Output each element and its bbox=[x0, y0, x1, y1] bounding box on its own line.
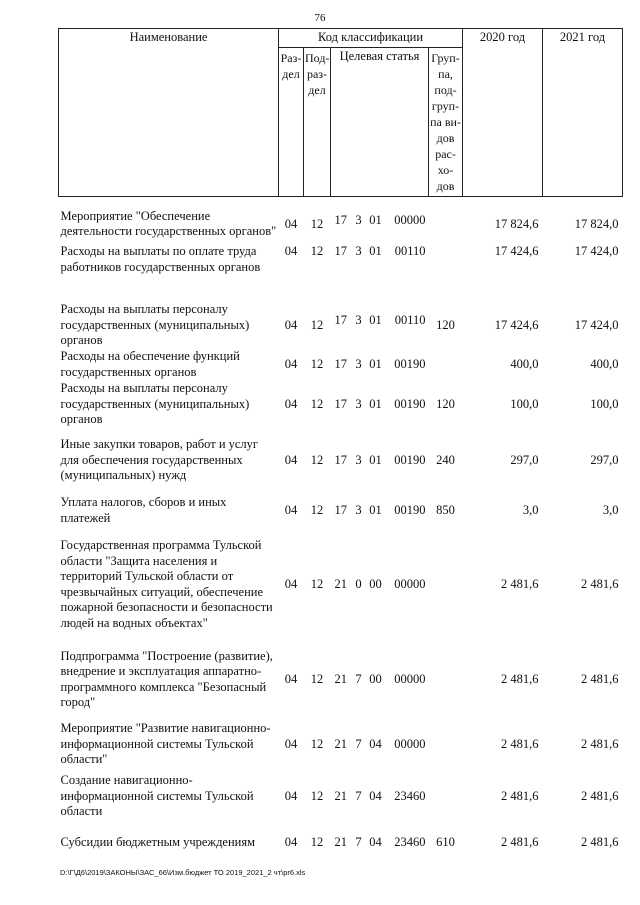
row-celevaya-statya bbox=[331, 771, 429, 823]
table-row bbox=[59, 381, 623, 429]
row-podrazdel: 12 bbox=[310, 576, 324, 591]
cs-event: 01 bbox=[369, 396, 382, 411]
row-celevaya-statya bbox=[331, 493, 429, 529]
row-celevaya-statya bbox=[331, 292, 429, 349]
header-razdel: Раз- дел bbox=[279, 47, 304, 196]
row-razdel: 04 bbox=[284, 317, 298, 332]
cs-subprogram: 7 bbox=[355, 736, 362, 751]
row-amount-2021: 3,0 bbox=[602, 502, 619, 517]
row-name: Мероприятие "Развитие навигационно-информационной системы Тульской области" bbox=[60, 721, 271, 767]
row-amount-2021: 2 481,6 bbox=[581, 788, 619, 803]
cs-program: 17 bbox=[334, 452, 347, 467]
row-vid-rashodov bbox=[429, 196, 463, 244]
cs-program: 17 bbox=[334, 244, 347, 258]
row-razdel: 04 bbox=[284, 576, 298, 591]
cs-event: 01 bbox=[369, 356, 382, 371]
row-podrazdel: 12 bbox=[310, 502, 324, 517]
row-podrazdel: 12 bbox=[310, 216, 324, 231]
row-vid-rashodov bbox=[429, 349, 463, 381]
cs-direction: 00110 bbox=[394, 244, 426, 258]
cs-event: 04 bbox=[369, 788, 382, 803]
row-vid-rashodov bbox=[429, 719, 463, 771]
row-celevaya-statya bbox=[331, 641, 429, 719]
row-vid-rashodov bbox=[429, 244, 463, 292]
row-razdel: 04 bbox=[284, 216, 298, 231]
row-amount-2021: 2 481,6 bbox=[581, 576, 619, 591]
row-amount-2020: 2 481,6 bbox=[501, 671, 539, 686]
table-row bbox=[59, 493, 623, 529]
row-razdel: 04 bbox=[284, 244, 298, 258]
cs-direction: 00000 bbox=[394, 736, 426, 751]
footer-file-path: D:\Г\Д6\2019\ЗАКОНЫ\ЗАС_66\Изм.бюджет ТО 2019_2021_2 чт\pr6.xls bbox=[60, 868, 306, 877]
row-podrazdel: 12 bbox=[310, 834, 324, 849]
table-row bbox=[59, 349, 623, 381]
cs-direction: 00000 bbox=[394, 576, 426, 591]
row-celevaya-statya bbox=[331, 823, 429, 863]
row-amount-2020: 2 481,6 bbox=[501, 736, 539, 751]
cs-direction: 00000 bbox=[394, 212, 426, 227]
header-celevaya-statya: Целевая статья bbox=[331, 47, 429, 196]
row-name: Уплата налогов, сборов и иных платежей bbox=[60, 495, 227, 525]
row-razdel: 04 bbox=[284, 671, 298, 686]
cs-subprogram: 7 bbox=[355, 671, 362, 686]
cs-direction: 00190 bbox=[394, 452, 426, 467]
header-gruppa-vidov-rashodov: Груп- па, под- груп- па ви- дов рас- хо- дов bbox=[429, 47, 463, 196]
row-amount-2020: 100,0 bbox=[510, 396, 539, 411]
table-row bbox=[59, 771, 623, 823]
row-name: Расходы на выплаты персоналу государственных (муниципальных) органов bbox=[60, 381, 250, 427]
cs-program: 21 bbox=[334, 788, 347, 803]
row-razdel: 04 bbox=[284, 396, 298, 411]
row-razdel: 04 bbox=[284, 452, 298, 467]
table-row bbox=[59, 823, 623, 863]
cs-event: 04 bbox=[369, 834, 382, 849]
cs-event: 01 bbox=[369, 452, 382, 467]
cs-direction: 00110 bbox=[394, 312, 426, 327]
row-podrazdel: 12 bbox=[310, 736, 324, 751]
header-year-2020: 2020 год bbox=[463, 29, 543, 197]
row-celevaya-statya bbox=[331, 429, 429, 493]
row-name: Мероприятие "Обеспечение деятельности государственных органов" bbox=[60, 208, 277, 239]
row-razdel: 04 bbox=[284, 356, 298, 371]
row-celevaya-statya bbox=[331, 244, 429, 292]
cs-direction: 23460 bbox=[394, 788, 426, 803]
row-name: Иные закупки товаров, работ и услуг для обеспечения государственных (муниципальных) нужд bbox=[60, 437, 259, 483]
cs-direction: 00000 bbox=[394, 671, 426, 686]
row-celevaya-statya bbox=[331, 349, 429, 381]
row-podrazdel: 12 bbox=[310, 396, 324, 411]
table-row bbox=[59, 292, 623, 349]
table-row bbox=[59, 641, 623, 719]
row-name: Расходы на выплаты по оплате труда работников государственных органов bbox=[60, 244, 261, 274]
row-amount-2020: 17 424,6 bbox=[494, 244, 539, 258]
cs-direction: 00190 bbox=[394, 396, 426, 411]
row-podrazdel: 12 bbox=[310, 671, 324, 686]
cs-program: 21 bbox=[334, 576, 347, 591]
cs-event: 01 bbox=[369, 212, 382, 227]
row-vid-rashodov bbox=[429, 641, 463, 719]
row-name: Государственная программа Тульской области "Защита населения и территорий Тульской области от чрезвычайных ситуаций, обеспечение пожарной безопасности и безопасности людей на водных объектах" bbox=[60, 538, 273, 630]
row-vid-rashodov bbox=[429, 529, 463, 641]
row-vid-rashodov: 240 bbox=[436, 452, 455, 467]
table-row bbox=[59, 244, 623, 292]
table-row bbox=[59, 719, 623, 771]
row-amount-2020: 2 481,6 bbox=[501, 834, 539, 849]
row-name: Создание навигационно-информационной системы Тульской области bbox=[60, 773, 254, 819]
table-header bbox=[59, 29, 623, 197]
row-amount-2021: 297,0 bbox=[590, 452, 619, 467]
row-podrazdel: 12 bbox=[310, 788, 324, 803]
row-vid-rashodov: 120 bbox=[436, 396, 455, 411]
row-vid-rashodov: 610 bbox=[436, 834, 455, 849]
cs-direction: 00190 bbox=[394, 502, 426, 517]
cs-direction: 00190 bbox=[394, 356, 426, 371]
row-name: Расходы на обеспечение функций государственных органов bbox=[60, 349, 240, 379]
cs-program: 17 bbox=[334, 356, 347, 371]
cs-program: 17 bbox=[334, 502, 347, 517]
row-amount-2021: 17 824,0 bbox=[574, 216, 619, 231]
header-year-2021: 2021 год bbox=[543, 29, 623, 197]
cs-subprogram: 7 bbox=[355, 788, 362, 803]
row-amount-2020: 2 481,6 bbox=[501, 788, 539, 803]
row-amount-2021: 17 424,0 bbox=[574, 244, 619, 258]
row-name: Субсидии бюджетным учреждениям bbox=[60, 834, 256, 849]
row-celevaya-statya bbox=[331, 719, 429, 771]
row-vid-rashodov: 850 bbox=[436, 502, 455, 517]
cs-event: 00 bbox=[369, 576, 382, 591]
header-podrazdel: Под- раз- дел bbox=[304, 47, 331, 196]
row-razdel: 04 bbox=[284, 788, 298, 803]
cs-subprogram: 3 bbox=[355, 244, 362, 258]
row-amount-2020: 17 824,6 bbox=[494, 216, 539, 231]
row-podrazdel: 12 bbox=[310, 244, 324, 258]
row-celevaya-statya bbox=[331, 196, 429, 244]
cs-subprogram: 0 bbox=[355, 576, 362, 591]
row-amount-2020: 3,0 bbox=[522, 502, 539, 517]
table-row bbox=[59, 429, 623, 493]
row-razdel: 04 bbox=[284, 502, 298, 517]
cs-program: 17 bbox=[334, 396, 347, 411]
cs-subprogram: 3 bbox=[355, 452, 362, 467]
cs-event: 01 bbox=[369, 312, 382, 327]
row-vid-rashodov: 120 bbox=[436, 317, 455, 332]
cs-subprogram: 3 bbox=[355, 356, 362, 371]
cs-subprogram: 7 bbox=[355, 834, 362, 849]
row-amount-2021: 100,0 bbox=[590, 396, 619, 411]
table-row bbox=[59, 529, 623, 641]
row-amount-2020: 17 424,6 bbox=[494, 317, 539, 332]
cs-program: 17 bbox=[334, 212, 347, 227]
cs-event: 04 bbox=[369, 736, 382, 751]
cs-event: 01 bbox=[369, 244, 382, 258]
row-amount-2021: 2 481,6 bbox=[581, 736, 619, 751]
cs-program: 21 bbox=[334, 671, 347, 686]
row-podrazdel: 12 bbox=[310, 452, 324, 467]
row-celevaya-statya bbox=[331, 381, 429, 429]
row-podrazdel: 12 bbox=[310, 356, 324, 371]
row-amount-2021: 17 424,0 bbox=[574, 317, 619, 332]
row-podrazdel: 12 bbox=[310, 317, 324, 332]
row-vid-rashodov bbox=[429, 771, 463, 823]
table-body bbox=[59, 196, 623, 863]
cs-subprogram: 3 bbox=[355, 312, 362, 327]
row-celevaya-statya bbox=[331, 529, 429, 641]
row-amount-2020: 400,0 bbox=[510, 356, 539, 371]
header-name: Наименование bbox=[59, 29, 279, 197]
cs-event: 00 bbox=[369, 671, 382, 686]
cs-subprogram: 3 bbox=[355, 502, 362, 517]
row-amount-2021: 2 481,6 bbox=[581, 671, 619, 686]
cs-subprogram: 3 bbox=[355, 396, 362, 411]
row-name: Подпрограмма "Построение (развитие), внедрение и эксплуатация аппаратно-программного комплекса "Безопасный город" bbox=[60, 648, 273, 709]
cs-program: 21 bbox=[334, 834, 347, 849]
cs-program: 17 bbox=[334, 312, 347, 327]
row-razdel: 04 bbox=[284, 736, 298, 751]
row-amount-2021: 400,0 bbox=[590, 356, 619, 371]
budget-table bbox=[58, 28, 623, 863]
header-classification: Код классификации bbox=[279, 29, 463, 48]
row-amount-2020: 297,0 bbox=[510, 452, 539, 467]
row-amount-2020: 2 481,6 bbox=[501, 576, 539, 591]
cs-program: 21 bbox=[334, 736, 347, 751]
cs-event: 01 bbox=[369, 502, 382, 517]
row-name: Расходы на выплаты персоналу государственных (муниципальных) органов bbox=[60, 302, 250, 347]
table-row bbox=[59, 196, 623, 244]
cs-direction: 23460 bbox=[394, 834, 426, 849]
row-razdel: 04 bbox=[284, 834, 298, 849]
cs-subprogram: 3 bbox=[355, 212, 362, 227]
row-amount-2021: 2 481,6 bbox=[581, 834, 619, 849]
page-number: 76 bbox=[314, 12, 326, 24]
